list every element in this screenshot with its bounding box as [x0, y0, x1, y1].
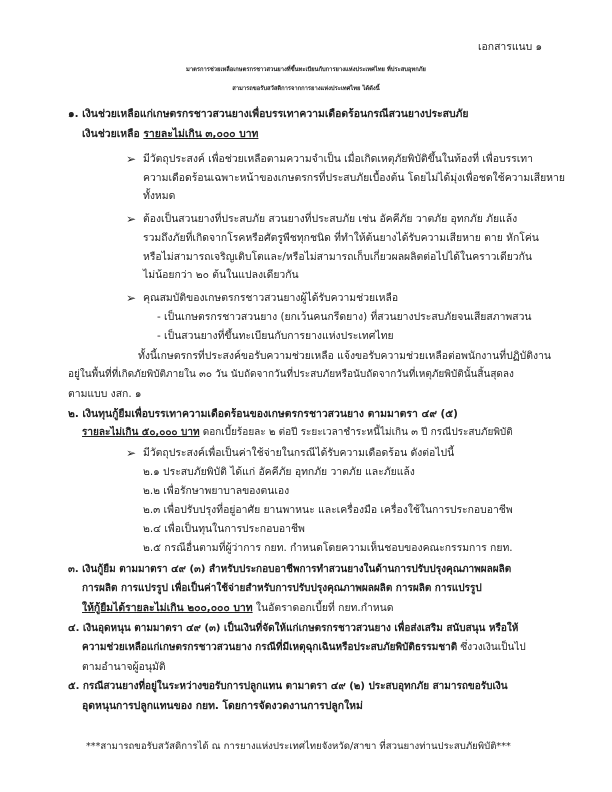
- s1-b3-item-2: - เป็นสวนยางที่ขึ้นทะเบียนกับการยางแห่งประเทศไทย: [157, 330, 394, 342]
- section-4-line-1: ๔. เงินอุดหนุน ตามมาตรา ๔๙ (๓) เป็นเงินที่จัดให้แก่เกษตรกรชาวสวนยาง เพื่อส่งเสริม สนับสนุน หรือให้: [68, 623, 519, 634]
- section-2-amount: [82, 426, 513, 440]
- s1-b2-line-2: รวมถึงภัยที่เกิดจากโรคหรือศัตรูพืชทุกชนิด ที่ทำให้ต้นยางได้รับความเสียหาย ตาย หักโค่น: [143, 232, 539, 244]
- s2-item-5: ๒.๕ กรณีอื่นตามที่ผู้ว่าการ กยท. กำหนดโดยความเห็นชอบของคณะกรรมการ กยท.: [143, 542, 513, 554]
- s1-note-line-2: อยู่ในพื้นที่ที่เกิดภัยพิบัติภายใน ๓๐ วัน นับถัดจากวันที่ประสบภัยหรือนับถัดจากวันที่เหตุภัยพิบัตินั้นสิ้นสุดลง: [68, 369, 514, 380]
- section-1-heading: ๑. เงินช่วยเหลือแก่เกษตรกรชาวสวนยางเพื่อบรรเทาความเดือดร้อนกรณีสวนยางประสบภัย: [68, 108, 469, 120]
- s1-b2-line-1: ต้องเป็นสวนยางที่ประสบภัย สวนยางที่ประสบภัย เช่น อัคคีภัย วาตภัย อุทกภัย ภัยแล้ง: [143, 213, 518, 225]
- arrow-bullet-icon: ➢: [126, 291, 137, 305]
- s1-b1-line-1: มีวัตถุประสงค์ เพื่อช่วยเหลือตามความจำเป็น เมื่อเกิดเหตุภัยพิบัติขึ้นในท้องที่ เพื่อบรรเทา: [143, 153, 533, 165]
- s1-b2-line-3: หรือไม่สามารถเจริญเติบโตและ/หรือไม่สามารถเก็บเกี่ยวผลผลิตต่อไปได้ในคราวเดียวกัน: [143, 251, 533, 263]
- section-5-line-2: อุดหนุนการปลูกแทนของ กยท. โดยการจัดงวดงานการปลูกใหม่: [82, 700, 363, 712]
- s1-note-line-1: ทั้งนี้เกษตรกรที่ประสงค์ขอรับความช่วยเหลือ แจ้งขอรับความช่วยเหลือต่อพนักงานที่ปฏิบัติงาน: [138, 350, 552, 362]
- section-1-amount-prefix: เงินช่วยเหลือ: [82, 128, 144, 140]
- s2-item-2: ๒.๒ เพื่อรักษาพยาบาลของตนเอง: [143, 485, 290, 497]
- section-4-line-2-bold: ความช่วยเหลือแก่เกษตรกรชาวสวนยาง กรณีที่มีเหตุฉุกเฉินหรือประสบภัยพิบัติธรรมชาติ: [82, 642, 458, 653]
- s1-b1-line-2: ความเดือดร้อนเฉพาะหน้าของเกษตรกรที่ประสบภัยเบื้องต้น โดยไม่ได้มุ่งเพื่อชดใช้ความเสียหาย: [143, 172, 565, 184]
- s1-b1-line-3: ทั้งหมด: [143, 190, 176, 202]
- section-4-line-3: ตามอำนาจผู้อนุมัติ: [82, 661, 166, 673]
- section-4-line-2-rest: ซึ่งวงเงินเป็นไป: [457, 642, 526, 653]
- s2-item-3: ๒.๓ เพื่อปรับปรุงที่อยู่อาศัย ยานพาหนะ และเครื่องมือ เครื่องใช้ในการประกอบอาชีพ: [143, 504, 513, 516]
- section-3-line-2: การผลิต การแปรรูป เพื่อเป็นค่าใช้จ่ายสำหรับการปรับปรุงคุณภาพผลผลิต การผลิต การแปรรูป: [82, 583, 482, 594]
- s2-b1: มีวัตถุประสงค์เพื่อเป็นค่าใช้จ่ายในกรณีได้รับความเดือดร้อน ดังต่อไปนี้: [143, 447, 455, 459]
- s2-item-1: ๒.๑ ประสบภัยพิบัติ ได้แก่ อัคคีภัย อุทกภัย วาตภัย และภัยแล้ง: [143, 466, 415, 478]
- title-line-1: มาตรการช่วยเหลือเกษตรกรชาวสวนยางที่ขึ้นทะเบียนกับการยางแห่งประเทศไทย ที่ประสบอุทกภัย: [186, 67, 426, 73]
- s2-item-4: ๒.๔ เพื่อเป็นทุนในการประกอบอาชีพ: [143, 523, 305, 535]
- section-3-amount-suffix: ในอัตราดอกเบี้ยที่ กยท.กำหนด: [252, 602, 394, 614]
- section-3-amount: [82, 601, 394, 615]
- arrow-bullet-icon: ➢: [126, 152, 137, 166]
- s1-note-line-3: ตามแบบ งสก. ๑: [68, 388, 142, 400]
- section-3-line-1: ๓. เงินกู้ยืม ตามมาตรา ๔๙ (๓) สำหรับประกอบอาชีพการทำสวนยางในด้านการปรับปรุงคุณภาพผลผลิต: [68, 564, 512, 575]
- section-2-amount-value: รายละไม่เกิน ๕๐,๐๐๐ บาท: [82, 427, 200, 438]
- s1-b3: คุณสมบัติของเกษตรกรชาวสวนยางผู้ได้รับความช่วยเหลือ: [143, 292, 399, 304]
- footer-note: ***สามารถขอรับสวัสดิการได้ ณ การยางแห่งประเทศไทยจังหวัด/สาขา ที่สวนยางท่านประสบภัยพิบัติ***: [86, 741, 511, 752]
- arrow-bullet-icon: ➢: [126, 446, 137, 460]
- section-2-heading: ๒. เงินทุนกู้ยืมเพื่อบรรเทาความเดือดร้อนของเกษตรกรชาวสวนยาง ตามมาตรา ๔๙ (๕): [68, 408, 458, 420]
- s1-b2-line-4: ไม่น้อยกว่า ๒๐ ต้นในแปลงเดียวกัน: [143, 269, 299, 281]
- section-5-line-1: ๕. กรณีสวนยางที่อยู่ในระหว่างขอรับการปลูกแทน ตามาตรา ๔๙ (๒) ประสบอุทกภัย สามารถขอรับเงิน: [68, 681, 508, 692]
- section-2-amount-suffix: ดอกเบี้ยร้อยละ ๒ ต่อปี ระยะเวลาชำระหนี้ไม่เกิน ๓ ปี กรณีประสบภัยพิบัติ: [199, 427, 513, 438]
- section-3-amount-value: ให้กู้ยืมได้รายละไม่เกิน ๒๐๐,๐๐๐ บาท: [82, 602, 253, 614]
- section-1-amount: [82, 127, 258, 141]
- section-4-line-2: [82, 641, 526, 655]
- title-line-2: สามารถขอรับสวัสดิการจากการยางแห่งประเทศไทย ได้ดังนี้: [232, 86, 380, 92]
- s1-b3-item-1: - เป็นเกษตรกรชาวสวนยาง (ยกเว้นคนกรีดยาง) ที่สวนยางประสบภัยจนเสียสภาพสวน: [157, 311, 532, 323]
- arrow-bullet-icon: ➢: [126, 212, 137, 226]
- section-1-amount-value: รายละไม่เกิน ๓,๐๐๐ บาท: [143, 128, 259, 140]
- attachment-label: เอกสารแนบ ๑: [478, 41, 543, 53]
